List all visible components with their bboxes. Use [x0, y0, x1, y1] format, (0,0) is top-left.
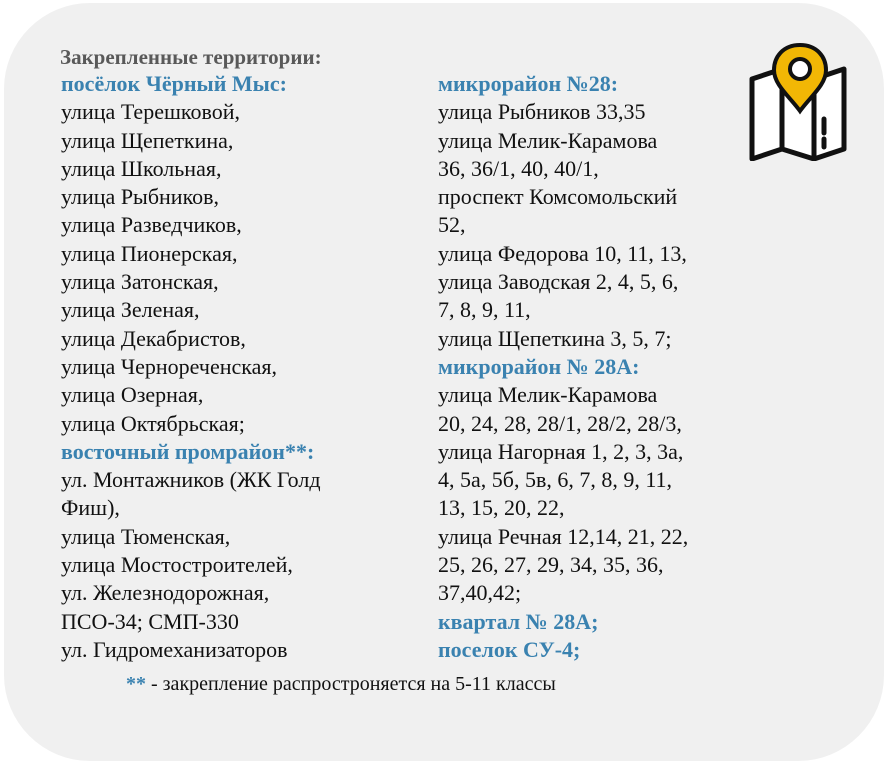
- address-line: проспект Комсомольский: [438, 184, 678, 210]
- address-line: улица Щепеткина 3, 5, 7;: [438, 325, 672, 351]
- address-line: улица Щепеткина,: [61, 127, 234, 153]
- footnote: [126, 673, 556, 696]
- address-line: 4, 5а, 5б, 5в, 6, 7, 8, 9, 11,: [438, 467, 673, 493]
- address-line: ПСО-34; СМП-330: [61, 608, 239, 634]
- address-line: улица Рыбников 33,35: [438, 99, 646, 125]
- address-line: Фиш),: [61, 495, 120, 521]
- address-line: 37,40,42;: [438, 580, 522, 606]
- section-heading: квартал № 28А;: [438, 608, 599, 634]
- map-pin-icon: [748, 41, 848, 161]
- address-line: 7, 8, 9, 11,: [438, 297, 531, 323]
- address-line: ул. Монтажников (ЖК Голд: [61, 467, 321, 493]
- address-line: улица Нагорная 1, 2, 3, 3а,: [438, 438, 684, 464]
- address-line: 52,: [438, 212, 466, 238]
- page-title: Закрепленные территории:: [60, 45, 322, 69]
- address-line: улица Мостостроителей,: [61, 552, 293, 578]
- address-line: улица Заводская 2, 4, 5, 6,: [438, 269, 679, 295]
- footnote-mark: **: [126, 673, 146, 695]
- address-line: улица Мелик-Карамова: [438, 382, 658, 408]
- address-line: улица Пионерская,: [61, 240, 238, 266]
- address-line: 25, 26, 27, 29, 34, 35, 36,: [438, 552, 664, 578]
- section-heading: микрорайон №28:: [438, 71, 619, 96]
- territories-card: [4, 3, 884, 761]
- address-line: улица Рыбников,: [61, 184, 220, 210]
- address-line: улица Разведчиков,: [61, 212, 242, 238]
- address-line: улица Затонская,: [61, 269, 219, 295]
- section-heading: микрорайон № 28А:: [438, 353, 640, 379]
- section-heading: восточный промрайон**:: [61, 438, 315, 464]
- address-line: 13, 15, 20, 22,: [438, 495, 565, 521]
- section-heading: поселок СУ-4;: [438, 636, 581, 662]
- address-line: улица Зеленая,: [61, 297, 200, 323]
- left-column: [61, 70, 421, 664]
- address-line: улица Школьная,: [61, 155, 222, 181]
- section-heading: посёлок Чёрный Мыс:: [61, 71, 287, 96]
- address-line: 36, 36/1, 40, 40/1,: [438, 155, 599, 181]
- address-line: 20, 24, 28, 28/1, 28/2, 28/3,: [438, 410, 682, 436]
- address-line: улица Октябрьская;: [61, 410, 245, 436]
- address-line: улица Тюменская,: [61, 523, 231, 549]
- right-column: [438, 70, 738, 664]
- address-line: улица Речная 12,14, 21, 22,: [438, 523, 689, 549]
- address-line: улица Озерная,: [61, 382, 204, 408]
- address-line: улица Чернореченская,: [61, 353, 277, 379]
- address-line: ул. Гидромеханизаторов: [61, 636, 288, 662]
- address-line: улица Мелик-Карамова: [438, 127, 658, 153]
- address-line: улица Терешковой,: [61, 99, 240, 125]
- footnote-text: - закрепление распростроняется на 5-11 классы: [146, 673, 556, 695]
- address-line: улица Федорова 10, 11, 13,: [438, 240, 687, 266]
- address-line: улица Декабристов,: [61, 325, 246, 351]
- address-line: ул. Железнодорожная,: [61, 580, 270, 606]
